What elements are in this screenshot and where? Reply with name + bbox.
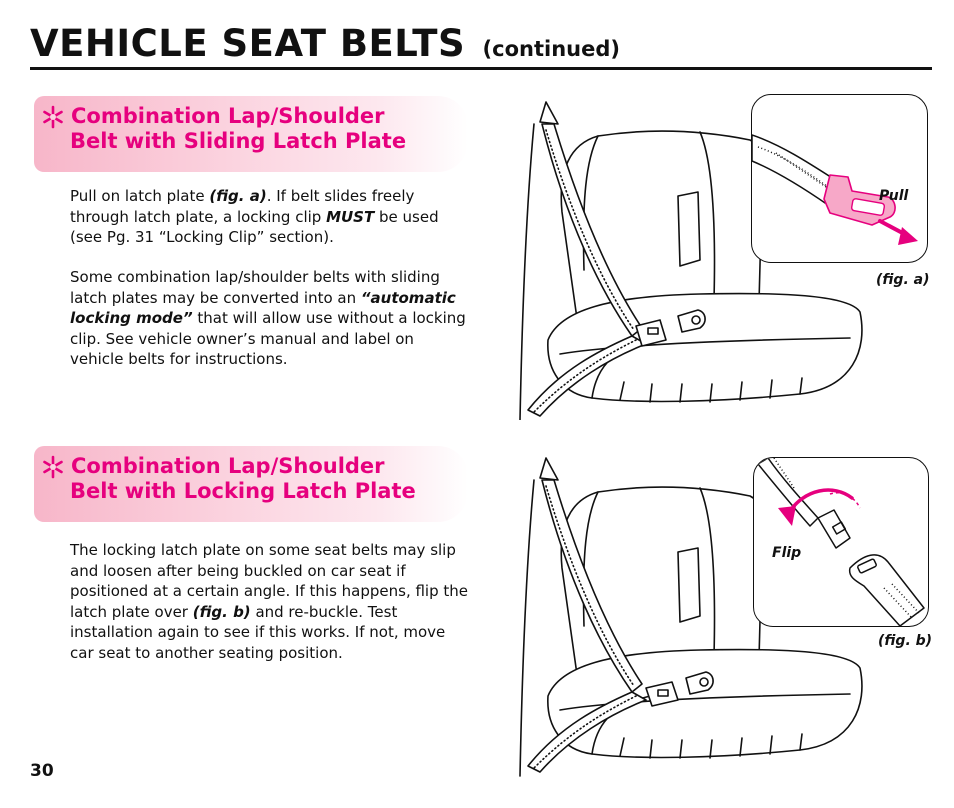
figure-ref: (fig. a) bbox=[209, 187, 267, 205]
paragraph bbox=[70, 540, 470, 663]
title-text: VEHICLE SEAT BELTS bbox=[30, 22, 466, 65]
text: . If belt slides freely through latch plate, a locking clip bbox=[70, 187, 415, 226]
section-banner-sliding bbox=[34, 96, 468, 172]
heading-line-1: Combination Lap/Shoulder bbox=[71, 454, 385, 478]
text: Some combination lap/shoulder belts with sliding latch plates may be converted into an bbox=[70, 268, 440, 307]
inset-pull-detail bbox=[751, 94, 928, 263]
title-continued: (continued) bbox=[482, 37, 620, 61]
inset-flip-detail bbox=[753, 457, 929, 627]
text: be used (see Pg. 31 “Locking Clip” section). bbox=[70, 207, 439, 246]
section-banner-locking bbox=[34, 446, 468, 522]
emphasis: MUST bbox=[326, 207, 375, 226]
inset-label-pull: Pull bbox=[879, 188, 909, 204]
emphasis: “automatic locking mode” bbox=[70, 288, 456, 327]
text: and re-buckle. Test installation again to see if this works. If not, move car seat to another seating position. bbox=[70, 602, 446, 662]
header-rule bbox=[30, 67, 932, 70]
text: Pull on latch plate bbox=[70, 187, 210, 205]
section-heading bbox=[71, 104, 471, 154]
page-number: 30 bbox=[30, 761, 54, 781]
pull-latch-icon bbox=[752, 95, 927, 262]
page-title bbox=[30, 22, 620, 65]
section-heading bbox=[71, 454, 471, 504]
figure-ref: (fig. b) bbox=[192, 602, 251, 621]
paragraph bbox=[70, 186, 470, 248]
text: The locking latch plate on some seat belts may slip and loosen after being buckled on car seat if positioned at a certain angle. If this happens, flip the latch plate over bbox=[70, 541, 469, 621]
figure-caption-b: (fig. b) bbox=[878, 633, 933, 649]
heading-line-2: Belt with Locking Latch Plate bbox=[70, 479, 416, 503]
figure-caption-a: (fig. a) bbox=[876, 272, 930, 288]
text: that will allow use without a locking clip. See vehicle owner’s manual and label on vehicle belts for instructions. bbox=[70, 309, 466, 368]
inset-label-flip: Flip bbox=[772, 545, 802, 561]
asterisk-icon bbox=[40, 454, 66, 480]
asterisk-icon bbox=[40, 104, 66, 130]
heading-line-1: Combination Lap/Shoulder bbox=[71, 104, 385, 128]
heading-line-2: Belt with Sliding Latch Plate bbox=[70, 129, 407, 153]
flip-latch-icon bbox=[754, 458, 928, 626]
paragraph bbox=[70, 267, 470, 370]
